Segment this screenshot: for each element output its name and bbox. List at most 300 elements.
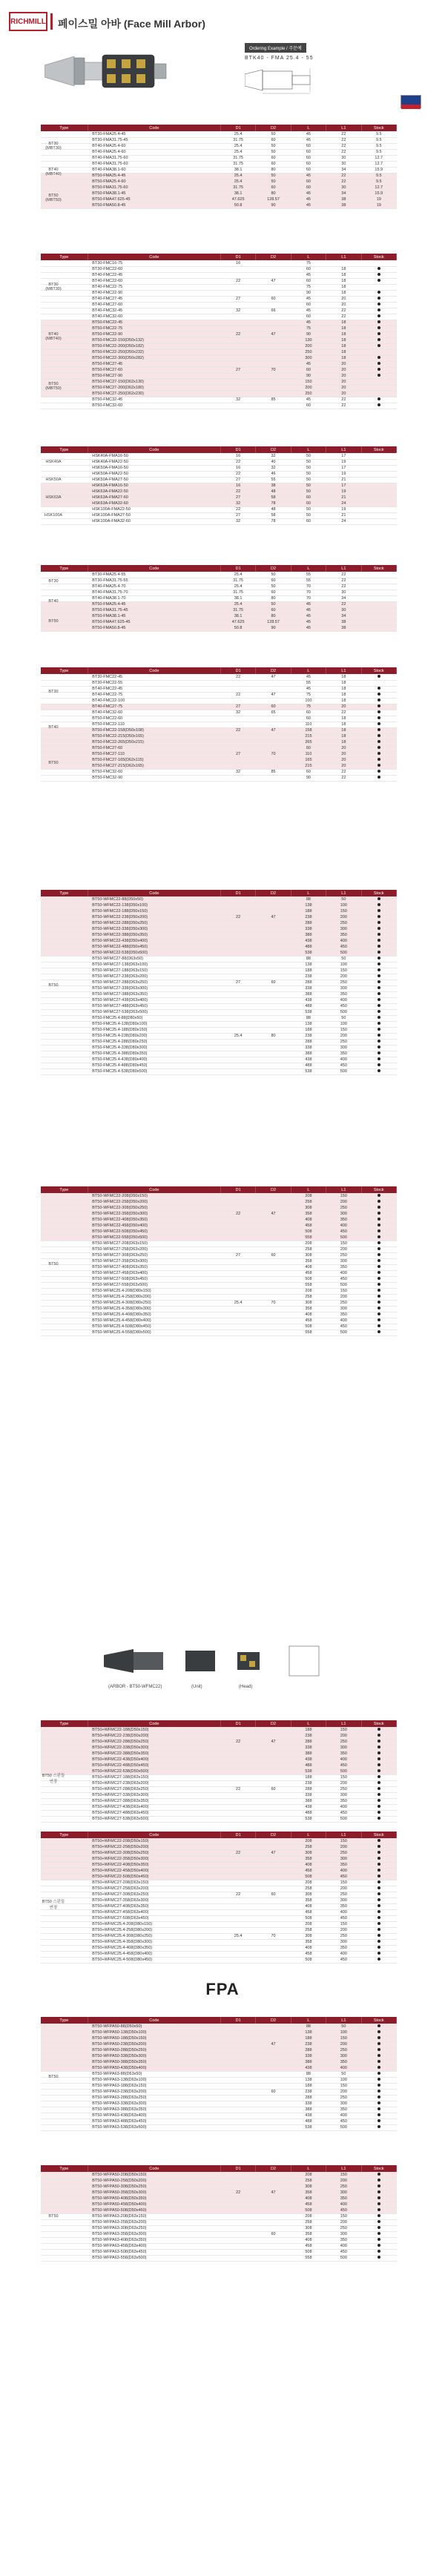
code-cell: BT50-FMC25.4-188(D80x150) — [88, 1027, 220, 1033]
value-cell — [256, 1810, 291, 1816]
column-header-l1: L1 — [326, 2017, 361, 2024]
value-cell: 20 — [326, 361, 361, 367]
table-row — [41, 716, 397, 721]
stock-cell — [361, 403, 396, 409]
value-cell: 88 — [291, 2024, 326, 2030]
code-cell: BT50-FMC32-90 — [88, 775, 220, 781]
stock-dot-icon — [378, 279, 380, 282]
type-cell — [41, 2178, 88, 2184]
type-cell — [41, 2219, 88, 2225]
value-cell — [220, 2231, 255, 2237]
value-cell: 90 — [256, 202, 291, 208]
value-cell — [256, 1868, 291, 1874]
value-cell — [256, 403, 291, 409]
value-cell: 288 — [291, 1039, 326, 1045]
stock-cell — [361, 1957, 396, 1963]
value-cell — [220, 1235, 255, 1241]
value-cell — [256, 2219, 291, 2225]
value-cell: 250 — [326, 2047, 361, 2053]
value-cell: 50 — [291, 506, 326, 512]
value-cell — [220, 1874, 255, 1880]
stock-dot-icon — [378, 1307, 380, 1310]
value-cell: 34 — [326, 167, 361, 173]
value-cell: 200 — [326, 2178, 361, 2184]
value-cell: 17 — [326, 453, 361, 459]
type-cell — [41, 2196, 88, 2202]
stock-cell — [361, 506, 396, 512]
value-cell — [220, 1957, 255, 1963]
column-header-type: Type — [41, 2017, 88, 2024]
code-cell: HSK50A-FMA22-50 — [88, 471, 220, 477]
type-cell — [41, 2190, 88, 2196]
value-cell: 60 — [256, 1786, 291, 1792]
value-cell — [220, 1898, 255, 1903]
value-cell: 50 — [291, 483, 326, 489]
value-cell: 47 — [256, 1850, 291, 1856]
type-cell — [41, 373, 88, 379]
type-cell — [41, 471, 88, 477]
value-cell: 500 — [326, 1330, 361, 1335]
code-cell: BT50-FMC32-45 — [88, 397, 220, 403]
column-header-type: Type — [41, 2165, 88, 2172]
type-cell — [41, 1844, 88, 1850]
code-cell: BT40-FMC22-60 — [88, 278, 220, 284]
stock-dot-icon — [378, 1253, 380, 1256]
stock-cell — [361, 266, 396, 272]
table-row — [41, 1276, 397, 1282]
stock-dot-icon — [378, 2042, 380, 2045]
type-cell — [41, 2059, 88, 2065]
code-cell: BT50-WFMC22-238(D50x200) — [88, 914, 220, 920]
value-cell: 27 — [220, 751, 255, 757]
value-cell: 50 — [326, 896, 361, 902]
value-cell: 538 — [291, 950, 326, 956]
value-cell: 22 — [326, 173, 361, 179]
table-row — [41, 2107, 397, 2113]
value-cell: 188 — [291, 2035, 326, 2041]
code-cell: BT50+WFMC22-388(D50x350) — [88, 1751, 220, 1757]
value-cell: 22 — [220, 692, 255, 698]
code-cell: BT50-WFPA63-258(D63x200) — [88, 2219, 220, 2225]
table-row — [41, 272, 397, 278]
column-header-d2: D2 — [256, 1720, 291, 1727]
code-cell: BT40-FMA25.4-60 — [88, 149, 220, 155]
value-cell — [220, 932, 255, 938]
stock-cell — [361, 1199, 396, 1205]
code-cell: BT50-WFMC27-508(D63x450) — [88, 1276, 220, 1282]
value-cell — [256, 1804, 291, 1810]
value-cell: 27 — [220, 704, 255, 710]
value-cell: 538 — [291, 1009, 326, 1015]
value-cell: 150 — [326, 1193, 361, 1199]
stock-cell — [361, 974, 396, 980]
code-cell: BT50-FMC27-250(D62x230) — [88, 391, 220, 397]
stock-cell — [361, 326, 396, 331]
value-cell: 208 — [291, 2213, 326, 2219]
code-cell: BT50-FMC27-165(D62x115) — [88, 757, 220, 763]
table-row — [41, 137, 397, 143]
group-label: BT40 (MBT40) — [45, 168, 62, 176]
stock-dot-icon — [378, 332, 380, 335]
value-cell: 47 — [256, 278, 291, 284]
table-row — [41, 167, 397, 173]
table-row — [41, 1015, 397, 1021]
value-cell: 50 — [291, 512, 326, 518]
value-cell: 22 — [326, 397, 361, 403]
value-cell — [256, 2172, 291, 2178]
value-cell: 488 — [291, 1003, 326, 1009]
table-row — [41, 613, 397, 619]
value-cell: 27 — [220, 980, 255, 985]
type-cell — [41, 453, 88, 459]
table-row — [41, 908, 397, 914]
stock-dot-icon — [378, 2036, 380, 2039]
value-cell — [256, 926, 291, 932]
value-cell: 250 — [291, 349, 326, 355]
value-cell: 16 — [220, 453, 255, 459]
value-cell — [256, 1217, 291, 1223]
type-cell — [41, 1205, 88, 1211]
table-row — [41, 2041, 397, 2047]
type-cell — [41, 155, 88, 161]
table-row — [41, 1318, 397, 1324]
code-cell: BT50-WFPA63-558(D63x500) — [88, 2255, 220, 2261]
table-row — [41, 512, 397, 518]
stock-dot-icon — [378, 2066, 380, 2069]
stock-cell — [361, 2035, 396, 2041]
table-row — [41, 2213, 397, 2219]
table-row — [41, 692, 397, 698]
stock-cell — [361, 2243, 396, 2249]
value-cell — [256, 1733, 291, 1739]
code-cell: BT30-FMA25.4-55 — [88, 572, 220, 578]
table-row — [41, 191, 397, 196]
value-cell — [256, 1003, 291, 1009]
code-cell: BT50-WFPA63-188(D63x150) — [88, 2083, 220, 2089]
stock-cell — [361, 1927, 396, 1933]
stock-cell — [361, 950, 396, 956]
value-cell: 22 — [326, 710, 361, 716]
value-cell — [256, 2107, 291, 2113]
stock-dot-icon — [378, 1022, 380, 1025]
stock-dot-icon — [378, 1016, 380, 1019]
value-cell — [220, 266, 255, 272]
stock-cell — [361, 757, 396, 763]
stock-dot-icon — [378, 1839, 380, 1842]
code-cell: BT50+WFMC22-458(D50x400) — [88, 1868, 220, 1874]
value-cell — [256, 2065, 291, 2071]
stock-dot-icon — [378, 291, 380, 294]
stock-dot-icon — [378, 1851, 380, 1854]
type-cell — [41, 2024, 88, 2030]
stock-dot-icon — [378, 1057, 380, 1060]
value-cell: 450 — [326, 1763, 361, 1768]
value-cell: 458 — [291, 1951, 326, 1957]
value-cell: 20 — [326, 757, 361, 763]
value-cell — [220, 1288, 255, 1294]
value-cell — [256, 1921, 291, 1927]
value-cell: 488 — [291, 1810, 326, 1816]
type-cell — [41, 908, 88, 914]
page-header — [0, 0, 445, 111]
stock-dot-icon — [378, 1034, 380, 1037]
stock-cell — [361, 355, 396, 361]
column-header-code: Code — [88, 1186, 220, 1193]
stock-dot-icon — [378, 921, 380, 924]
value-cell: 150 — [326, 2172, 361, 2178]
stock-cell — [361, 1258, 396, 1264]
value-cell: 388 — [291, 2059, 326, 2065]
value-cell: 60 — [291, 518, 326, 524]
value-cell — [256, 302, 291, 308]
value-cell — [256, 2178, 291, 2184]
stock-dot-icon — [378, 374, 380, 377]
value-cell: 88 — [291, 896, 326, 902]
stock-dot-icon — [378, 974, 380, 977]
value-cell: 250 — [326, 920, 361, 926]
value-cell: 22 — [220, 914, 255, 920]
stock-dot-icon — [378, 1952, 380, 1955]
stock-cell — [361, 607, 396, 613]
stock-cell — [361, 2059, 396, 2065]
stock-dot-icon — [378, 2244, 380, 2247]
value-cell: 188 — [291, 1027, 326, 1033]
stock-cell — [361, 2207, 396, 2213]
stock-dot-icon — [378, 314, 380, 317]
value-cell: 31.75 — [220, 137, 255, 143]
group-label: BT50 — [48, 2214, 59, 2219]
value-cell: 85 — [256, 769, 291, 775]
stock-cell — [361, 1757, 396, 1763]
value-cell: 200 — [326, 1844, 361, 1850]
code-cell: BT50+WFMC25.4-458(D80x400) — [88, 1951, 220, 1957]
value-cell: 18 — [326, 266, 361, 272]
stock-cell — [361, 2077, 396, 2083]
stock-dot-icon — [378, 2208, 380, 2211]
column-header-l1: L1 — [326, 1832, 361, 1838]
value-cell: 27 — [220, 495, 255, 501]
table-row — [41, 733, 397, 739]
value-cell — [220, 1282, 255, 1288]
stock-dot-icon — [378, 1857, 380, 1860]
spec-table-s5 — [41, 667, 397, 782]
code-cell: BT50-WFPA63-138(D63x100) — [88, 2077, 220, 2083]
table-row — [41, 2095, 397, 2101]
stock-dot-icon — [378, 1063, 380, 1066]
value-cell — [256, 680, 291, 686]
stock-dot-icon — [378, 2101, 380, 2104]
stock-cell — [361, 373, 396, 379]
value-cell — [256, 1838, 291, 1844]
value-cell: 200 — [291, 343, 326, 349]
stock-dot-icon — [378, 1223, 380, 1226]
type-cell — [41, 625, 88, 631]
value-cell: 500 — [326, 1009, 361, 1015]
stock-cell — [361, 337, 396, 343]
table-row — [41, 355, 397, 361]
stock-dot-icon — [378, 945, 380, 948]
table-row — [41, 331, 397, 337]
stock-cell — [361, 1804, 396, 1810]
value-cell — [256, 1318, 291, 1324]
value-cell: 90 — [291, 775, 326, 781]
code-cell: BT50+WFMC22-288(D50x250) — [88, 1739, 220, 1745]
value-cell: 47 — [256, 692, 291, 698]
code-cell: BT40-FMC22-100 — [88, 698, 220, 704]
value-cell: 38.1 — [220, 167, 255, 173]
table-row — [41, 501, 397, 506]
value-cell: 45 — [291, 173, 326, 179]
stock-cell: 9.5 — [361, 149, 396, 155]
stock-dot-icon — [378, 1289, 380, 1292]
table-row — [41, 2118, 397, 2124]
column-header-l1: L1 — [326, 254, 361, 260]
group-label: BT50 — [48, 1262, 59, 1266]
column-header-stock: Stock — [361, 1720, 396, 1727]
stock-cell — [361, 2225, 396, 2231]
table-row — [41, 1798, 397, 1804]
value-cell: 60 — [291, 185, 326, 191]
table-row — [41, 453, 397, 459]
code-cell: BT50-WFPA50-438(D50x400) — [88, 2065, 220, 2071]
column-header-l: L — [291, 667, 326, 674]
value-cell: 358 — [291, 1258, 326, 1264]
stock-dot-icon — [378, 687, 380, 690]
code-cell: BT50-WFMC27-458(D63x400) — [88, 1270, 220, 1276]
code-cell: BT50-FMC25.4-238(D80x200) — [88, 1033, 220, 1039]
stock-dot-icon — [378, 1940, 380, 1943]
type-cell — [41, 716, 88, 721]
value-cell: 25.4 — [220, 601, 255, 607]
stock-dot-icon — [378, 1734, 380, 1737]
value-cell: 258 — [291, 2219, 326, 2225]
spec-table — [41, 125, 397, 209]
code-cell: BT50-WFPA63-508(D63x450) — [88, 2249, 220, 2255]
column-header-l1: L1 — [326, 2165, 361, 2172]
type-cell — [41, 1886, 88, 1892]
value-cell — [220, 1294, 255, 1300]
table-row — [41, 938, 397, 944]
stock-dot-icon — [378, 1069, 380, 1072]
table-row — [41, 202, 397, 208]
column-header-l: L — [291, 890, 326, 896]
code-cell: BT50-WFPA63-208(D63x150) — [88, 2213, 220, 2219]
table-row — [41, 956, 397, 962]
stock-dot-icon — [378, 1928, 380, 1931]
value-cell: 438 — [291, 2113, 326, 2118]
stock-cell — [361, 278, 396, 284]
stock-cell — [361, 2089, 396, 2095]
table-row — [41, 1957, 397, 1963]
value-cell — [256, 361, 291, 367]
stock-cell — [361, 2178, 396, 2184]
value-cell: 238 — [291, 2041, 326, 2047]
code-cell: BT50-WFMC27-538(D63x500) — [88, 1009, 220, 1015]
value-cell: 388 — [291, 2107, 326, 2113]
stock-cell — [361, 956, 396, 962]
value-cell: 450 — [326, 1229, 361, 1235]
value-cell: 18 — [326, 692, 361, 698]
stock-cell — [361, 2124, 396, 2130]
value-cell: 208 — [291, 1241, 326, 1246]
code-cell: BT50-WFMC22-438(D50x400) — [88, 938, 220, 944]
value-cell — [220, 1951, 255, 1957]
table-row — [41, 1903, 397, 1909]
value-cell: 300 — [326, 1856, 361, 1862]
stock-dot-icon — [378, 1265, 380, 1268]
type-cell — [41, 2249, 88, 2255]
code-cell: BT50-FMC22-90 — [88, 331, 220, 337]
value-cell: 34 — [326, 613, 361, 619]
code-cell: BT50-WFMC25.4-508(D80x450) — [88, 1324, 220, 1330]
column-header-l: L — [291, 446, 326, 453]
column-header-l: L — [291, 1720, 326, 1727]
value-cell: 150 — [326, 1241, 361, 1246]
value-cell — [256, 997, 291, 1003]
code-cell: BT50+WFMC22-438(D50x400) — [88, 1757, 220, 1763]
value-cell — [256, 962, 291, 968]
value-cell: 47.625 — [220, 196, 255, 202]
stock-cell — [361, 2118, 396, 2124]
code-cell: BT40-FMC22-45 — [88, 272, 220, 278]
value-cell: 50.8 — [220, 625, 255, 631]
value-cell — [256, 1862, 291, 1868]
column-header-type: Type — [41, 565, 88, 572]
value-cell: 200 — [326, 1733, 361, 1739]
value-cell — [220, 1258, 255, 1264]
stock-cell — [361, 2095, 396, 2101]
table-row — [41, 1027, 397, 1033]
code-cell: BT40-FMC32-60 — [88, 314, 220, 320]
value-cell — [220, 938, 255, 944]
value-cell: 70 — [291, 595, 326, 601]
value-cell: 200 — [326, 2041, 361, 2047]
value-cell — [220, 908, 255, 914]
code-cell: BT50-WFMC22-558(D50x500) — [88, 1235, 220, 1241]
value-cell: 300 — [326, 1792, 361, 1798]
value-cell: 22 — [220, 506, 255, 512]
stock-cell — [361, 1039, 396, 1045]
value-cell: 58 — [256, 495, 291, 501]
stock-dot-icon — [378, 776, 380, 779]
stock-cell — [361, 2113, 396, 2118]
value-cell: 60 — [291, 155, 326, 161]
column-header-d1: D1 — [220, 667, 255, 674]
table-row — [41, 1751, 397, 1757]
stock-cell — [361, 721, 396, 727]
stock-cell — [361, 997, 396, 1003]
stock-cell — [361, 962, 396, 968]
value-cell — [220, 896, 255, 902]
stock-cell — [361, 2196, 396, 2202]
spec-table-s9 — [41, 1832, 397, 1964]
value-cell — [220, 902, 255, 908]
type-cell — [41, 2107, 88, 2113]
value-cell — [256, 1312, 291, 1318]
value-cell: 300 — [326, 2231, 361, 2237]
value-cell: 450 — [326, 1874, 361, 1880]
stock-cell — [361, 1751, 396, 1757]
value-cell — [256, 2059, 291, 2065]
value-cell: 88 — [291, 956, 326, 962]
value-cell — [256, 1205, 291, 1211]
value-cell: 558 — [291, 2255, 326, 2261]
code-cell: BT50+WFMC27-458(D63x400) — [88, 1909, 220, 1915]
type-cell — [41, 1892, 88, 1898]
value-cell: 488 — [291, 2118, 326, 2124]
value-cell: 22 — [326, 149, 361, 155]
value-cell: 60 — [256, 296, 291, 302]
